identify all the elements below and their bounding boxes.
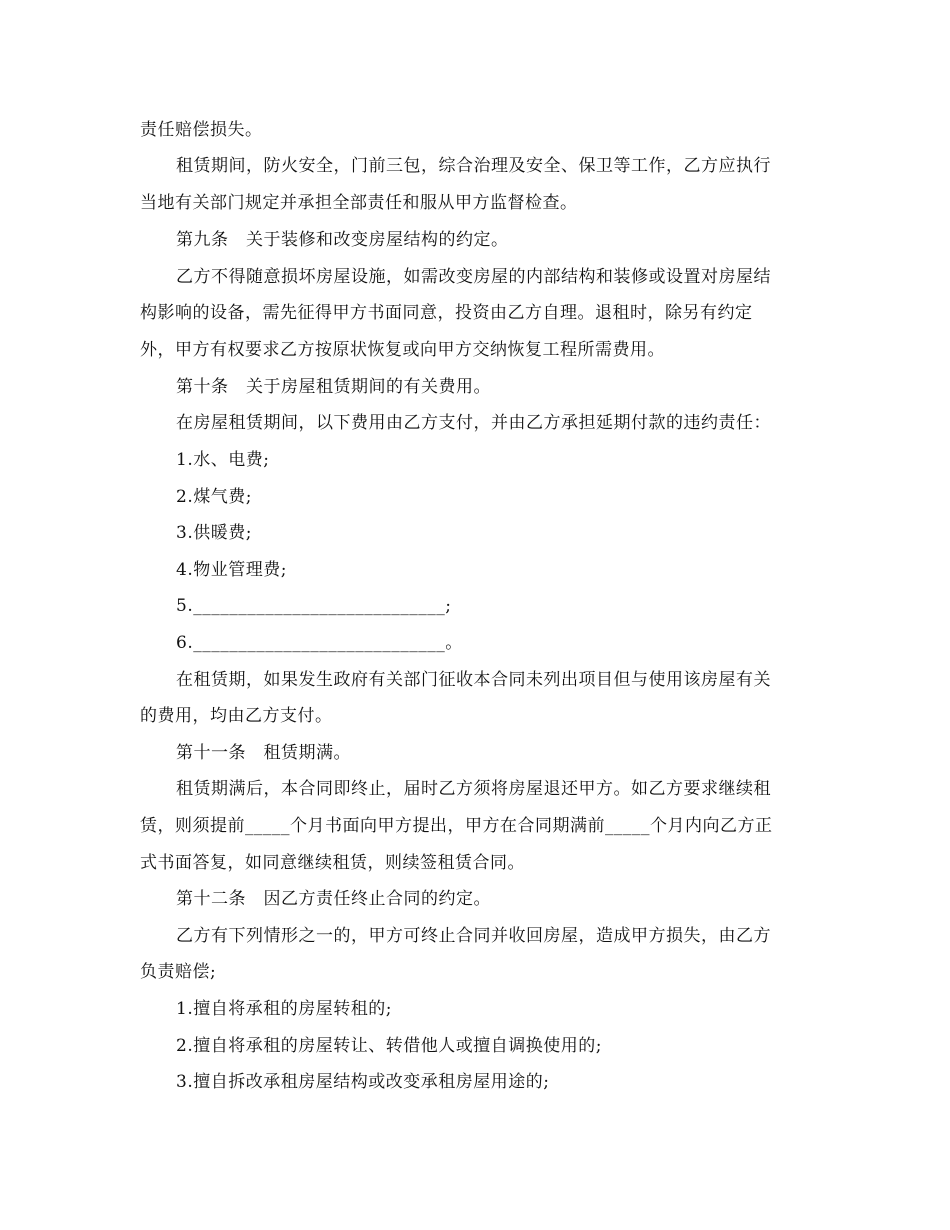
text-line: 赁，则须提前_____个月书面向甲方提出，甲方在合同期满前_____个月内向乙方正 xyxy=(140,816,773,836)
text-line: 乙方不得随意损坏房屋设施，如需改变房屋的内部结构和装修或设置对房屋结 xyxy=(176,267,771,287)
text-line: 在租赁期，如果发生政府有关部门征收本合同未列出项目但与使用该房屋有关 xyxy=(176,670,771,690)
list-item: 1.水、电费; xyxy=(176,450,270,470)
clause-heading: 第十一条 租赁期满。 xyxy=(176,743,351,763)
text-line: 负责赔偿; xyxy=(140,962,217,982)
text-line: 外，甲方有权要求乙方按原状恢复或向甲方交纳恢复工程所需费用。 xyxy=(140,340,665,360)
list-item: 3.擅自拆改承租房屋结构或改变承租房屋用途的; xyxy=(176,1072,550,1092)
text-line: 责任赔偿损失。 xyxy=(140,120,263,140)
text-line: 当地有关部门规定并承担全部责任和服从甲方监督检查。 xyxy=(140,193,578,213)
text-line: 在房屋租赁期间，以下费用由乙方支付，并由乙方承担延期付款的违约责任： xyxy=(176,413,771,433)
list-item: 2.擅自将承租的房屋转让、转借他人或擅自调换使用的; xyxy=(176,1036,602,1056)
list-item: 1.擅自将承租的房屋转租的; xyxy=(176,999,392,1019)
list-item: 6.____________________________。 xyxy=(176,633,463,653)
text-line: 乙方有下列情形之一的，甲方可终止合同并收回房屋，造成甲方损失，由乙方 xyxy=(176,926,771,946)
list-item: 3.供暖费; xyxy=(176,523,252,543)
clause-heading: 第十条 关于房屋租赁期间的有关费用。 xyxy=(176,377,491,397)
clause-heading: 第九条 关于装修和改变房屋结构的约定。 xyxy=(176,230,509,250)
text-line: 的费用，均由乙方支付。 xyxy=(140,706,333,726)
clause-heading: 第十二条 因乙方责任终止合同的约定。 xyxy=(176,889,491,909)
list-item: 5.____________________________; xyxy=(176,596,452,616)
text-line: 式书面答复，如同意继续租赁，则续签租赁合同。 xyxy=(140,853,525,873)
text-line: 租赁期满后，本合同即终止，届时乙方须将房屋退还甲方。如乙方要求继续租 xyxy=(176,779,771,799)
list-item: 4.物业管理费; xyxy=(176,560,287,580)
text-line: 租赁期间，防火安全，门前三包，综合治理及安全、保卫等工作，乙方应执行 xyxy=(176,156,771,176)
list-item: 2.煤气费; xyxy=(176,487,252,507)
text-line: 构影响的设备，需先征得甲方书面同意，投资由乙方自理。退租时，除另有约定 xyxy=(140,303,753,323)
